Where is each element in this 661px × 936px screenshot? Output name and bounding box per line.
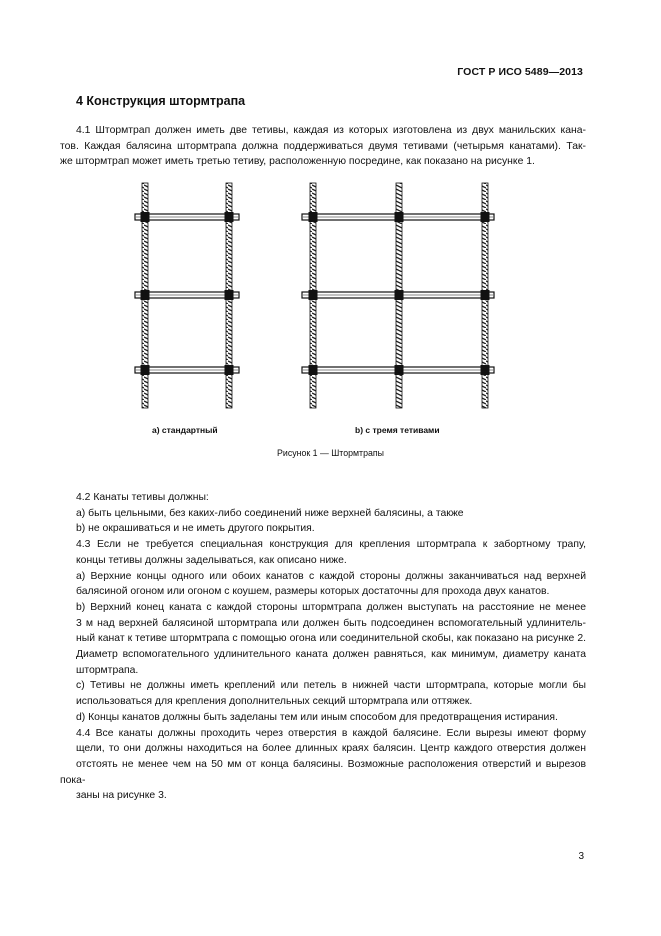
- text-line: 4.1 Штормтрап должен иметь две тетивы, каждая из которых изготовлена из двух манильских кана-: [76, 125, 586, 136]
- ladder-a-clamp-3-2: [225, 365, 234, 375]
- figure-label-b: b) с тремя тетивами: [355, 425, 440, 435]
- figure-label-a: а) стандартный: [152, 425, 218, 435]
- text-line: c) Тетивы не должны иметь креплений или петель в нижней части штормтрапа, которые могли бы: [76, 680, 586, 692]
- text-line: использоваться для крепления дополнительных секций штормтрапа или оттяжек.: [76, 696, 473, 708]
- text-line: 3 м над верхней балясиной штормтрапа или должен быть подсоединен вспомогательный удлинитель-: [76, 617, 586, 629]
- ladder-b-clamp-2-2: [395, 290, 404, 300]
- text-line: штормтрапа.: [76, 664, 139, 676]
- section-title: 4 Конструкция штормтрапа: [76, 94, 246, 108]
- figure-1-ladders: [60, 176, 586, 416]
- text-line: заны на рисунке 3.: [76, 790, 167, 802]
- paragraph-4-1: [60, 123, 586, 170]
- ladder-a-clamp-3-1: [141, 365, 150, 375]
- ladder-b-clamp-2-1: [309, 290, 318, 300]
- text-line: концы тетивы должны заделываться, как описано ниже.: [76, 554, 347, 566]
- ladder-a-clamp-2-1: [141, 290, 150, 300]
- body-text: [60, 490, 586, 804]
- text-line: тов. Каждая балясина штормтрапа должна поддерживаться двумя тетивами (четырьмя канатами). Так-: [60, 140, 586, 152]
- ladder-b-clamp-3-1: [309, 365, 318, 375]
- ladders-drawing: [135, 183, 494, 408]
- text-line: b) Верхний конец каната с каждой стороны штормтрапа должен выступать на расстояние не менее: [76, 601, 586, 613]
- text-line: щели, то они должны находиться на более длинных краях балясин. Центр каждого отверстия должен: [76, 743, 586, 755]
- figure-caption: Рисунок 1 — Штормтрапы: [277, 448, 384, 458]
- ladder-b-clamp-3-3: [481, 365, 490, 375]
- ladder-b-clamp-3-2: [395, 365, 404, 375]
- text-line: 4.3 Если не требуется специальная конструкция для крепления штормтрапа к забортному трапу,: [76, 539, 586, 551]
- ladder-b-clamp-1-3: [481, 212, 490, 222]
- text-line: d) Концы канатов должны быть заделаны тем или иным способом для предотвращения истирания.: [76, 711, 558, 723]
- text-line: отстоять не менее чем на 50 мм от конца балясины. Возможные расположения отверстий и вырезов пока-: [60, 758, 586, 786]
- text-line: 4.2 Канаты тетивы должны:: [76, 492, 209, 503]
- text-line: a) быть цельными, без каких-либо соединений ниже верхней балясины, а также: [76, 507, 464, 519]
- text-line: a) Верхние концы одного или обоих канатов с каждой стороны должны заканчиваться над верхней: [76, 570, 586, 582]
- text-line: b) не окрашиваться и не иметь другого покрытия.: [76, 523, 315, 535]
- ladder-b-clamp-1-1: [309, 212, 318, 222]
- ladder-b-clamp-1-2: [395, 212, 404, 222]
- text-line: балясиной огоном или огоном с коушем, размеры которых достаточны для прохода двух канатов.: [76, 586, 550, 598]
- text-line: же штормтрап может иметь третью тетиву, расположенную посредине, как показано на рисунке 1.: [60, 156, 535, 168]
- document-header: ГОСТ Р ИСО 5489—2013: [457, 66, 583, 78]
- text-line: ный канат к тетиве штормтрапа с помощью огона или соединительной скобы, как показано на рисунке 2.: [76, 633, 586, 645]
- ladder-a-clamp-2-2: [225, 290, 234, 300]
- text-line: Диаметр вспомогательного удлинительного каната должен равняться, как минимум, диаметру каната: [76, 649, 586, 661]
- text-line: 4.4 Все канаты должны проходить через отверстия в каждой балясине. Если вырезы имеют форму: [76, 727, 586, 739]
- ladder-a-clamp-1-2: [225, 212, 234, 222]
- page-number: 3: [578, 851, 584, 862]
- ladder-b-clamp-2-3: [481, 290, 490, 300]
- ladder-a-clamp-1-1: [141, 212, 150, 222]
